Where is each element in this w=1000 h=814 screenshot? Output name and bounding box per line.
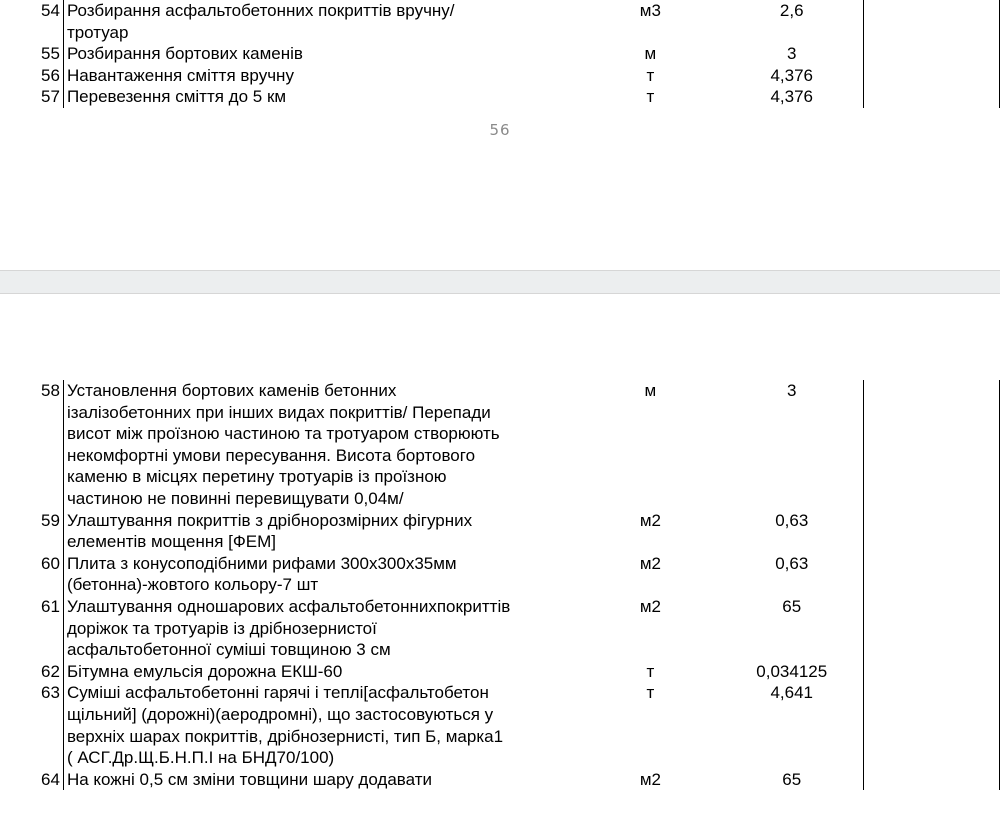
table-row [0,65,1000,87]
table-row [0,43,1000,65]
quantity: 2,6 [720,0,863,43]
empty-cell [864,769,1000,791]
work-description: Улаштування покриттів з дрібнорозмірних фігурних елементів мощення [ФЕМ] [63,510,580,553]
empty-cell [864,661,1000,683]
row-number: 57 [41,87,60,107]
row-number: 55 [41,44,60,64]
row-number: 60 [41,553,60,573]
quantity: 0,63 [720,553,863,596]
quantity: 3 [720,380,863,510]
unit-of-measure: м3 [639,1,661,20]
table-row [0,553,1000,596]
unit-of-measure: м2 [639,769,661,789]
table-row [0,380,1000,510]
unit-of-measure: м [644,44,657,64]
empty-cell [864,380,1000,510]
work-description: Бітумна емульсія дорожна ЕКШ-60 [63,661,580,683]
table-row [0,86,1000,108]
table-row [0,661,1000,683]
quantity: 4,641 [720,682,863,768]
unit-of-measure: м2 [639,596,661,616]
empty-cell [864,682,1000,768]
row-number: 64 [41,769,60,789]
empty-cell [864,65,1000,87]
empty-cell [864,86,1000,108]
work-description: Суміші асфальтобетонні гарячі і теплі[асфальтобетон щільний] (дорожні)(аеродромні), що застосовуються у верхніх шарах покриттів, дрібнозернисті, тип Б, марка1 ( АСГ.Др.Щ.Б.Н.П.І на БНД70/100) [63,682,580,768]
row-number: 62 [41,661,60,681]
quantity: 4,376 [720,86,863,108]
table-row [0,769,1000,791]
unit-of-measure: м [644,381,657,400]
row-number: 58 [41,381,60,400]
work-description: Розбирання бортових каменів [63,43,580,65]
row-number: 61 [41,596,60,616]
estimate-table-top [0,0,1000,108]
quantity: 0,034125 [720,661,863,683]
unit-of-measure: т [646,65,655,85]
work-description: Установлення бортових каменів бетонних ізалізобетонних при інших видах покриттів/ Перепади висот між проїзною частиною та тротуаром створюють некомфортні умови пересування. Висота бортового каменю в місцях перетину тротуарів із проїзною частиною не повинні перевищувати 0,04м/ [63,380,580,510]
unit-of-measure: т [646,661,655,681]
empty-cell [864,553,1000,596]
table-row [0,510,1000,553]
work-description: Плита з конусоподібними рифами 300х300х35мм (бетонна)-жовтого кольору-7 шт [63,553,580,596]
unit-of-measure: м2 [639,553,661,573]
table-row [0,596,1000,661]
quantity: 3 [720,43,863,65]
empty-cell [864,596,1000,661]
work-description: Улаштування одношарових асфальтобетоннихпокриттів доріжок та тротуарів із дрібнозернистої асфальтобетонної суміші товщиною 3 см [63,596,580,661]
document-page-top [0,0,1000,270]
quantity: 4,376 [720,65,863,87]
row-number: 54 [41,1,60,20]
unit-of-measure: т [646,87,655,107]
quantity: 0,63 [720,510,863,553]
work-description: На кожні 0,5 см зміни товщини шару додавати [63,769,580,791]
empty-cell [864,510,1000,553]
row-number: 59 [41,510,60,530]
document-page-bottom [0,294,1000,814]
page-separator [0,270,1000,294]
row-number: 63 [41,683,60,703]
table-row [0,682,1000,768]
estimate-table-bottom [0,380,1000,790]
unit-of-measure: м2 [639,510,661,530]
unit-of-measure: т [646,683,655,703]
work-description: Навантаження сміття вручну [63,65,580,87]
quantity: 65 [720,596,863,661]
quantity: 65 [720,769,863,791]
empty-cell [864,0,1000,43]
table-row [0,0,1000,43]
work-description: Розбирання асфальтобетонних покриттів вручну/ тротуар [63,0,580,43]
row-number: 56 [41,65,60,85]
work-description: Перевезення сміття до 5 км [63,86,580,108]
empty-cell [864,43,1000,65]
page-number: 56 [489,121,511,139]
